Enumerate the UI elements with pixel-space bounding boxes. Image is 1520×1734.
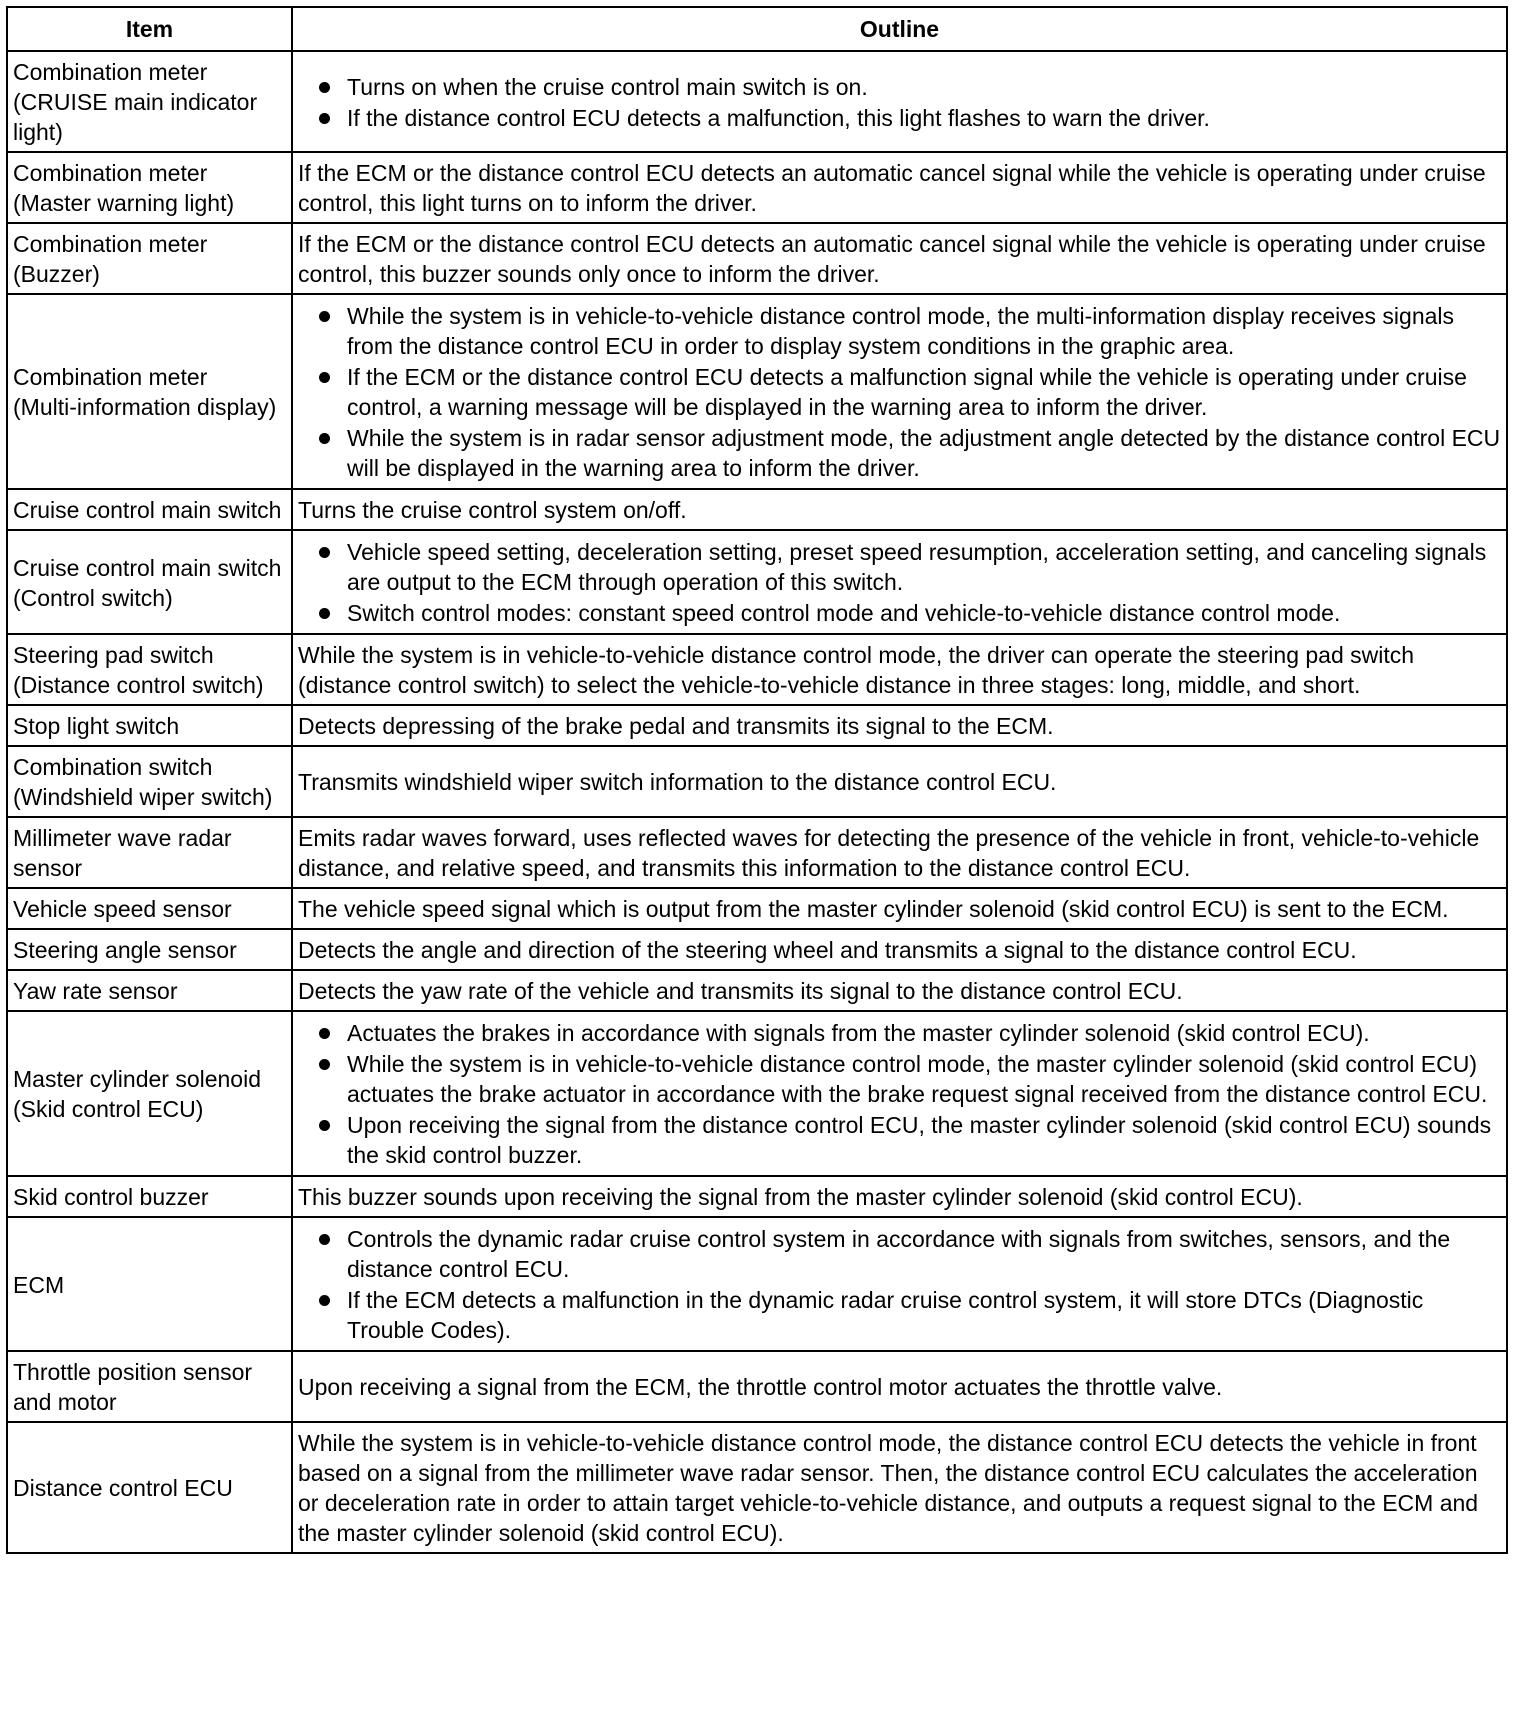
bullet-text: Vehicle speed setting, deceleration setting, preset speed resumption, acceleration setting, and canceling signals are output to the ECM through operation of this switch. bbox=[347, 539, 1487, 595]
table-header-row bbox=[7, 7, 1507, 51]
item-cell: Millimeter wave radar sensor bbox=[7, 817, 292, 888]
table-row bbox=[7, 705, 1507, 746]
table-row bbox=[7, 970, 1507, 1011]
bullet-text: Controls the dynamic radar cruise control system in accordance with signals from switches, sensors, and the distance control ECU. bbox=[347, 1226, 1451, 1282]
bullet-item bbox=[298, 1049, 1501, 1109]
table-row bbox=[7, 1176, 1507, 1217]
item-cell: Combination meter (CRUISE main indicator light) bbox=[7, 51, 292, 152]
bullet-item bbox=[298, 1110, 1501, 1170]
bullet-list bbox=[298, 1018, 1501, 1170]
bullet-text: Actuates the brakes in accordance with signals from the master cylinder solenoid (skid control ECU). bbox=[347, 1020, 1370, 1046]
bullet-dot-icon bbox=[319, 113, 330, 124]
bullet-text: If the ECM or the distance control ECU detects a malfunction signal while the vehicle is operating under cruise control, a warning message will be displayed in the warning area to inform the driver. bbox=[347, 364, 1467, 420]
bullet-dot-icon bbox=[319, 311, 330, 322]
item-cell: Combination meter (Master warning light) bbox=[7, 152, 292, 223]
item-cell: Combination meter (Multi-information display) bbox=[7, 294, 292, 489]
table-row bbox=[7, 489, 1507, 530]
bullet-text: If the distance control ECU detects a malfunction, this light flashes to warn the driver. bbox=[347, 104, 1210, 131]
bullet-list bbox=[298, 72, 1501, 133]
item-cell: Steering angle sensor bbox=[7, 929, 292, 970]
outline-cell: Detects depressing of the brake pedal and transmits its signal to the ECM. bbox=[292, 705, 1507, 746]
bullet-dot-icon bbox=[319, 1234, 330, 1245]
table-body bbox=[7, 51, 1507, 1553]
outline-cell: If the ECM or the distance control ECU detects an automatic cancel signal while the vehicle is operating under cruise control, this light turns on to inform the driver. bbox=[292, 152, 1507, 223]
bullet-item bbox=[298, 103, 1501, 133]
bullet-text: While the system is in vehicle-to-vehicle distance control mode, the master cylinder solenoid (skid control ECU) actuates the brake actuator in accordance with the brake request signal received from the distance control ECU. bbox=[347, 1051, 1488, 1107]
bullet-text: Switch control modes: constant speed control mode and vehicle-to-vehicle distance control mode. bbox=[347, 600, 1341, 626]
column-header-outline: Outline bbox=[292, 7, 1507, 51]
outline-cell: This buzzer sounds upon receiving the signal from the master cylinder solenoid (skid control ECU). bbox=[292, 1176, 1507, 1217]
outline-cell bbox=[292, 294, 1507, 489]
outline-cell: The vehicle speed signal which is output from the master cylinder solenoid (skid control ECU) is sent to the ECM. bbox=[292, 888, 1507, 929]
column-header-item: Item bbox=[7, 7, 292, 51]
table-row bbox=[7, 51, 1507, 152]
outline-cell bbox=[292, 530, 1507, 634]
bullet-dot-icon bbox=[319, 608, 330, 619]
outline-cell bbox=[292, 1011, 1507, 1176]
table-row bbox=[7, 294, 1507, 489]
bullet-dot-icon bbox=[319, 1028, 330, 1039]
item-cell: Combination switch (Windshield wiper switch) bbox=[7, 746, 292, 817]
table-row bbox=[7, 817, 1507, 888]
bullet-dot-icon bbox=[319, 1120, 330, 1131]
bullet-item bbox=[298, 72, 1501, 102]
bullet-text: While the system is in vehicle-to-vehicle distance control mode, the multi-information display receives signals from the distance control ECU in order to display system conditions in the graphic area. bbox=[347, 303, 1455, 359]
bullet-dot-icon bbox=[319, 547, 330, 558]
table-row bbox=[7, 888, 1507, 929]
item-cell: Vehicle speed sensor bbox=[7, 888, 292, 929]
outline-cell bbox=[292, 51, 1507, 152]
bullet-text: Upon receiving the signal from the distance control ECU, the master cylinder solenoid (skid control ECU) sounds the skid control buzzer. bbox=[347, 1112, 1492, 1168]
bullet-item bbox=[298, 423, 1501, 483]
table-row bbox=[7, 746, 1507, 817]
item-cell: Distance control ECU bbox=[7, 1422, 292, 1553]
bullet-dot-icon bbox=[319, 82, 330, 93]
outline-cell: Transmits windshield wiper switch information to the distance control ECU. bbox=[292, 746, 1507, 817]
item-cell: Combination meter (Buzzer) bbox=[7, 223, 292, 294]
table-row bbox=[7, 1217, 1507, 1351]
outline-cell: Detects the angle and direction of the steering wheel and transmits a signal to the distance control ECU. bbox=[292, 929, 1507, 970]
bullet-dot-icon bbox=[319, 372, 330, 383]
bullet-text: While the system is in radar sensor adjustment mode, the adjustment angle detected by the distance control ECU will be displayed in the warning area to inform the driver. bbox=[347, 425, 1501, 481]
bullet-item bbox=[298, 537, 1501, 597]
bullet-list bbox=[298, 301, 1501, 483]
table-row bbox=[7, 223, 1507, 294]
bullet-item bbox=[298, 1018, 1501, 1048]
outline-cell: Detects the yaw rate of the vehicle and transmits its signal to the distance control ECU. bbox=[292, 970, 1507, 1011]
bullet-item bbox=[298, 362, 1501, 422]
table-row bbox=[7, 1011, 1507, 1176]
bullet-text: If the ECM detects a malfunction in the dynamic radar cruise control system, it will store DTCs (Diagnostic Trouble Codes). bbox=[347, 1287, 1424, 1343]
table-row bbox=[7, 1351, 1507, 1422]
outline-cell bbox=[292, 1217, 1507, 1351]
outline-cell: Upon receiving a signal from the ECM, the throttle control motor actuates the throttle valve. bbox=[292, 1351, 1507, 1422]
outline-cell: While the system is in vehicle-to-vehicle distance control mode, the distance control ECU detects the vehicle in front based on a signal from the millimeter wave radar sensor. Then, the distance control ECU calculates the acceleration or deceleration rate in order to attain target vehicle-to-vehicle distance, and outputs a request signal to the ECM and the master cylinder solenoid (skid control ECU). bbox=[292, 1422, 1507, 1553]
item-cell: ECM bbox=[7, 1217, 292, 1351]
item-cell: Steering pad switch (Distance control switch) bbox=[7, 634, 292, 705]
outline-cell: While the system is in vehicle-to-vehicle distance control mode, the driver can operate the steering pad switch (distance control switch) to select the vehicle-to-vehicle distance in three stages: long, middle, and short. bbox=[292, 634, 1507, 705]
bullet-item bbox=[298, 598, 1501, 628]
bullet-list bbox=[298, 1224, 1501, 1345]
table-row bbox=[7, 1422, 1507, 1553]
bullet-item bbox=[298, 1224, 1501, 1284]
table-row bbox=[7, 634, 1507, 705]
outline-cell: Turns the cruise control system on/off. bbox=[292, 489, 1507, 530]
bullet-list bbox=[298, 537, 1501, 628]
bullet-item bbox=[298, 301, 1501, 361]
table-row bbox=[7, 530, 1507, 634]
table-row bbox=[7, 929, 1507, 970]
table-row bbox=[7, 152, 1507, 223]
item-cell: Cruise control main switch bbox=[7, 489, 292, 530]
bullet-dot-icon bbox=[319, 1059, 330, 1070]
outline-cell: Emits radar waves forward, uses reflected waves for detecting the presence of the vehicle in front, vehicle-to-vehicle distance, and relative speed, and transmits this information to the distance control ECU. bbox=[292, 817, 1507, 888]
component-outline-table bbox=[6, 6, 1508, 1554]
item-cell: Skid control buzzer bbox=[7, 1176, 292, 1217]
bullet-dot-icon bbox=[319, 433, 330, 444]
item-cell: Stop light switch bbox=[7, 705, 292, 746]
item-cell: Yaw rate sensor bbox=[7, 970, 292, 1011]
bullet-item bbox=[298, 1285, 1501, 1345]
item-cell: Cruise control main switch (Control switch) bbox=[7, 530, 292, 634]
bullet-dot-icon bbox=[319, 1295, 330, 1306]
outline-cell: If the ECM or the distance control ECU detects an automatic cancel signal while the vehicle is operating under cruise control, this buzzer sounds only once to inform the driver. bbox=[292, 223, 1507, 294]
bullet-text: Turns on when the cruise control main switch is on. bbox=[347, 73, 868, 100]
item-cell: Throttle position sensor and motor bbox=[7, 1351, 292, 1422]
item-cell: Master cylinder solenoid (Skid control ECU) bbox=[7, 1011, 292, 1176]
